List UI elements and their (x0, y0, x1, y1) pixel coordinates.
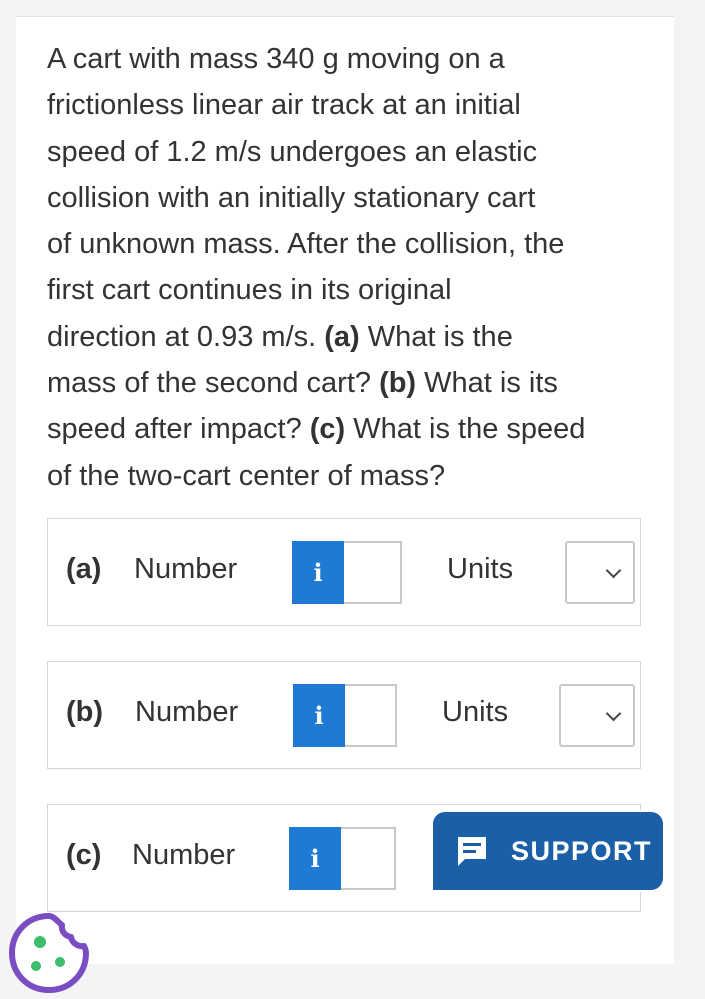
units-label-b: Units (442, 696, 509, 728)
answer-box-a (47, 518, 641, 626)
info-icon: i (310, 844, 320, 873)
part-c-tag: (c) (309, 413, 346, 446)
question-text (47, 36, 657, 499)
info-icon: i (313, 558, 323, 587)
chat-bubble-icon (455, 834, 489, 868)
number-input-b[interactable] (345, 684, 397, 747)
cookie-icon[interactable] (8, 912, 90, 994)
answer-box-b (47, 661, 641, 769)
question-line: A cart with mass 340 g moving on a (47, 43, 505, 75)
part-a-tag: (a) (324, 320, 360, 353)
info-button-c[interactable] (289, 827, 341, 890)
chevron-down-icon (606, 563, 622, 579)
question-line: What is its (416, 367, 558, 400)
question-line: of unknown mass. After the collision, the (47, 228, 565, 261)
question-line: direction at 0.93 m/s. (47, 320, 325, 353)
question-line: frictionless linear air track at an initial (47, 89, 521, 122)
units-select-b[interactable] (559, 684, 635, 747)
question-line: speed of 1.2 m/s undergoes an elastic (47, 135, 538, 168)
question-line: What is the speed (345, 413, 586, 446)
question-line: first cart continues in its original (47, 274, 452, 307)
question-line: collision with an initially stationary cart (47, 181, 536, 214)
question-line: What is the (359, 320, 513, 353)
part-label-a: (a) (66, 553, 102, 585)
number-label-a: Number (134, 553, 238, 585)
units-select-a[interactable] (565, 541, 635, 604)
question-line: speed after impact? (47, 413, 310, 446)
part-label-b: (b) (66, 696, 104, 728)
question-line: mass of the second cart? (47, 367, 380, 400)
number-label-b: Number (135, 696, 239, 728)
units-label-a: Units (447, 553, 514, 585)
part-label-c: (c) (66, 839, 102, 871)
number-input-a[interactable] (344, 541, 402, 604)
info-button-a[interactable] (292, 541, 344, 604)
info-icon: i (314, 701, 324, 730)
question-line: of the two-cart center of mass? (47, 459, 446, 492)
part-b-tag: (b) (379, 367, 417, 400)
support-label: SUPPORT (511, 835, 653, 866)
support-button[interactable] (431, 810, 665, 892)
number-input-c[interactable] (341, 827, 396, 890)
chevron-down-icon (606, 706, 622, 722)
number-label-c: Number (132, 839, 236, 871)
info-button-b[interactable] (293, 684, 345, 747)
